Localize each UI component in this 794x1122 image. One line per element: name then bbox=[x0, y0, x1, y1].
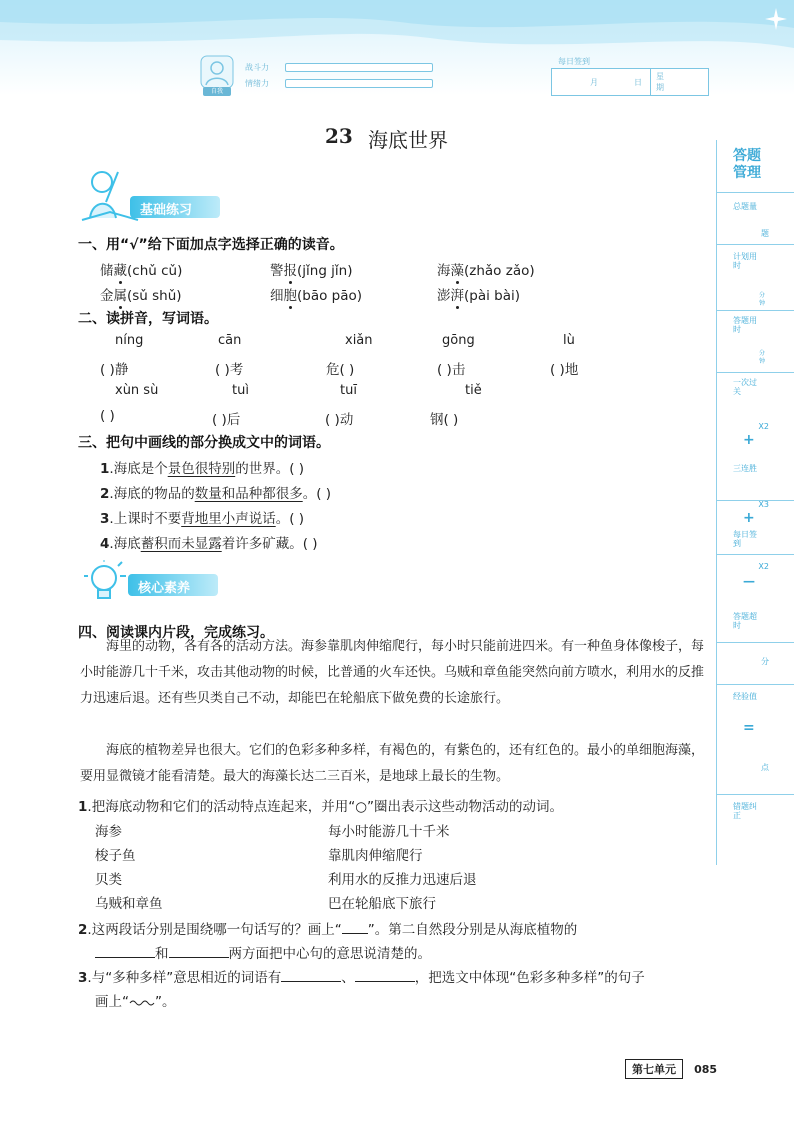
answer-blank[interactable] bbox=[281, 969, 341, 982]
sidebar-title: 答题管理 bbox=[733, 148, 761, 181]
match-right-item[interactable]: 每小时能游几十千米 bbox=[328, 824, 450, 840]
passage-paragraph-2: 海底的植物差异也很大。它们的色彩多种多样，有褐色的，有紫色的，还有红色的。最小的单细胞海藻，要用显微镜才能看清楚。最大的海藻长达二三百米，是地球上最长的生物。 bbox=[80, 743, 705, 784]
emotion-bar bbox=[285, 79, 433, 88]
q4-heading: 四、阅读课内片段，完成练习。 bbox=[78, 625, 274, 641]
q2-word-blank[interactable]: ( )地 bbox=[550, 362, 579, 378]
sparkle-icon bbox=[765, 8, 787, 30]
q2-word-blank[interactable]: ( ) bbox=[100, 408, 115, 424]
q4-sub3: 3.与“多种多样”意思相近的词语有 、 ，把选文中体现“色彩多种多样”的句子 bbox=[78, 970, 645, 986]
answer-management-sidebar bbox=[716, 140, 794, 865]
sidebar-plan-time[interactable]: 计划用时 分钟 bbox=[717, 244, 794, 311]
q2-word-blank[interactable]: 危( ) bbox=[326, 362, 355, 378]
sidebar-exp[interactable]: 经验值 = 点 bbox=[717, 684, 794, 795]
q2-word-blank[interactable]: ( )考 bbox=[215, 362, 244, 378]
avatar-tag: 自我 bbox=[203, 87, 231, 96]
header-wave-decoration bbox=[0, 0, 794, 60]
q2-pinyin: lù bbox=[563, 333, 575, 348]
daily-sign-label: 每日签到 bbox=[558, 57, 590, 66]
day-label: 日 bbox=[634, 78, 642, 87]
q2-pinyin: xiǎn bbox=[345, 333, 373, 348]
lightbulb-icon bbox=[82, 560, 132, 606]
match-right-item[interactable]: 靠肌肉伸缩爬行 bbox=[328, 848, 423, 864]
page-footer bbox=[625, 1058, 717, 1079]
q2-pinyin: tiě bbox=[465, 383, 482, 398]
unit-label: 第七单元 bbox=[625, 1059, 683, 1079]
q3-item[interactable]: 4.海底蓄积而未显露着许多矿藏。( ) bbox=[100, 536, 318, 552]
avatar bbox=[200, 55, 234, 97]
wavy-line-icon bbox=[129, 996, 155, 1006]
q1-item[interactable]: 细胞(bāo pāo) bbox=[270, 288, 363, 304]
match-left-item[interactable]: 梭子鱼 bbox=[95, 848, 136, 864]
q2-word-blank[interactable]: 钢( ) bbox=[430, 412, 459, 428]
q4-sub3-line2: 画上“ ”。 bbox=[95, 994, 176, 1010]
section-badge-basic bbox=[130, 196, 220, 218]
q4-sub2-line2: 和 两方面把中心句的意思说清楚的。 bbox=[95, 942, 431, 962]
avatar-icon bbox=[200, 55, 234, 89]
q3-item[interactable]: 3.上课时不要背地里小声说话。( ) bbox=[100, 511, 305, 527]
q2-pinyin: níng bbox=[115, 333, 144, 348]
match-left-item[interactable]: 乌贼和章鱼 bbox=[95, 896, 163, 912]
sidebar-overtime[interactable]: X2 — 答题超时 bbox=[717, 554, 794, 643]
match-right-item[interactable]: 利用水的反推力迅速后退 bbox=[328, 872, 477, 888]
q2-word-blank[interactable]: ( )击 bbox=[437, 362, 466, 378]
q1-item[interactable]: 警报(jǐng jǐn) bbox=[270, 263, 353, 279]
emotion-label: 情绪力 bbox=[245, 79, 269, 88]
sidebar-once-pass[interactable]: 一次过关 X2 + 三连胜 bbox=[717, 372, 794, 501]
sidebar-score[interactable]: 分 bbox=[717, 642, 794, 685]
sidebar-total[interactable]: 总题量 题 bbox=[717, 192, 794, 245]
q2-pinyin: tuī bbox=[340, 383, 357, 398]
passage-paragraph-1: 海里的动物，各有各的活动方法。海参靠肌肉伸缩爬行，每小时只能前进四米。有一种鱼身体像梭子，每小时能游几十千米，攻击其他动物的时候，比普通的火车还快。乌贼和章鱼能突然向前方喷水，利用水的反推力迅速后退。还有些贝类自己不动，却能巴在轮船底下做免费的长途旅行。 bbox=[80, 639, 705, 706]
sidebar-correct[interactable]: 错题纠正 bbox=[733, 802, 757, 820]
answer-blank[interactable] bbox=[355, 969, 415, 982]
q2-pinyin: xùn sù bbox=[115, 383, 159, 398]
section-basic-label: 基础练习 bbox=[140, 203, 193, 218]
q2-pinyin: tuì bbox=[232, 383, 249, 398]
focus-bar bbox=[285, 63, 433, 72]
match-left-item[interactable]: 海参 bbox=[95, 824, 122, 840]
q2-heading: 二、读拼音，写词语。 bbox=[78, 311, 218, 327]
q1-item[interactable]: 储藏(chǔ cǔ) bbox=[100, 263, 183, 279]
month-label: 月 bbox=[590, 78, 598, 87]
lesson-number: 23 bbox=[325, 124, 353, 148]
date-box[interactable] bbox=[551, 68, 709, 96]
sidebar-answer-time[interactable]: 答题用时 分钟 bbox=[717, 310, 794, 373]
match-left-item[interactable]: 贝类 bbox=[95, 872, 122, 888]
q2-word-blank[interactable]: ( )动 bbox=[325, 412, 354, 428]
weekday-bottom: 期 bbox=[656, 83, 664, 92]
q2-pinyin: gōng bbox=[442, 333, 475, 348]
q1-heading: 一、用“√”给下面加点字选择正确的读音。 bbox=[78, 237, 344, 253]
lesson-title: 海底世界 bbox=[368, 128, 448, 152]
q3-heading: 三、把句中画线的部分换成文中的词语。 bbox=[78, 435, 330, 451]
underline-mark-sample bbox=[342, 921, 368, 934]
sidebar-daily[interactable]: X3 + 每日签到 bbox=[717, 500, 794, 555]
q2-word-blank[interactable]: ( )后 bbox=[212, 412, 241, 428]
page-number: 085 bbox=[694, 1063, 718, 1076]
focus-label: 战斗力 bbox=[245, 63, 269, 72]
date-divider bbox=[650, 69, 651, 95]
match-right-item[interactable]: 巴在轮船底下旅行 bbox=[328, 896, 436, 912]
sidebar-title-cell bbox=[717, 140, 794, 193]
q2-pinyin: cān bbox=[218, 333, 242, 348]
answer-blank[interactable] bbox=[169, 945, 229, 958]
section-badge-core bbox=[128, 574, 218, 596]
q2-word-blank[interactable]: ( )静 bbox=[100, 362, 129, 378]
q1-item[interactable]: 海藻(zhǎo zǎo) bbox=[437, 263, 535, 279]
q1-item[interactable]: 金属(sǔ shǔ) bbox=[100, 288, 182, 304]
answer-blank[interactable] bbox=[95, 945, 155, 958]
weekday-top: 星 bbox=[656, 72, 664, 81]
q1-item[interactable]: 澎湃(pài bài) bbox=[437, 288, 521, 304]
q3-item[interactable]: 1.海底是个景色很特别的世界。( ) bbox=[100, 461, 305, 477]
q4-sub2: 2.这两段话分别是围绕哪一句话写的？画上“ ”。第二自然段分别是从海底植物的 bbox=[78, 922, 578, 938]
q3-item[interactable]: 2.海底的物品的数量和品种都很多。( ) bbox=[100, 486, 332, 502]
section-core-label: 核心素养 bbox=[138, 581, 191, 596]
q4-sub1: 1.把海底动物和它们的活动特点连起来，并用“○”圈出表示这些动物活动的动词。 bbox=[78, 799, 563, 815]
